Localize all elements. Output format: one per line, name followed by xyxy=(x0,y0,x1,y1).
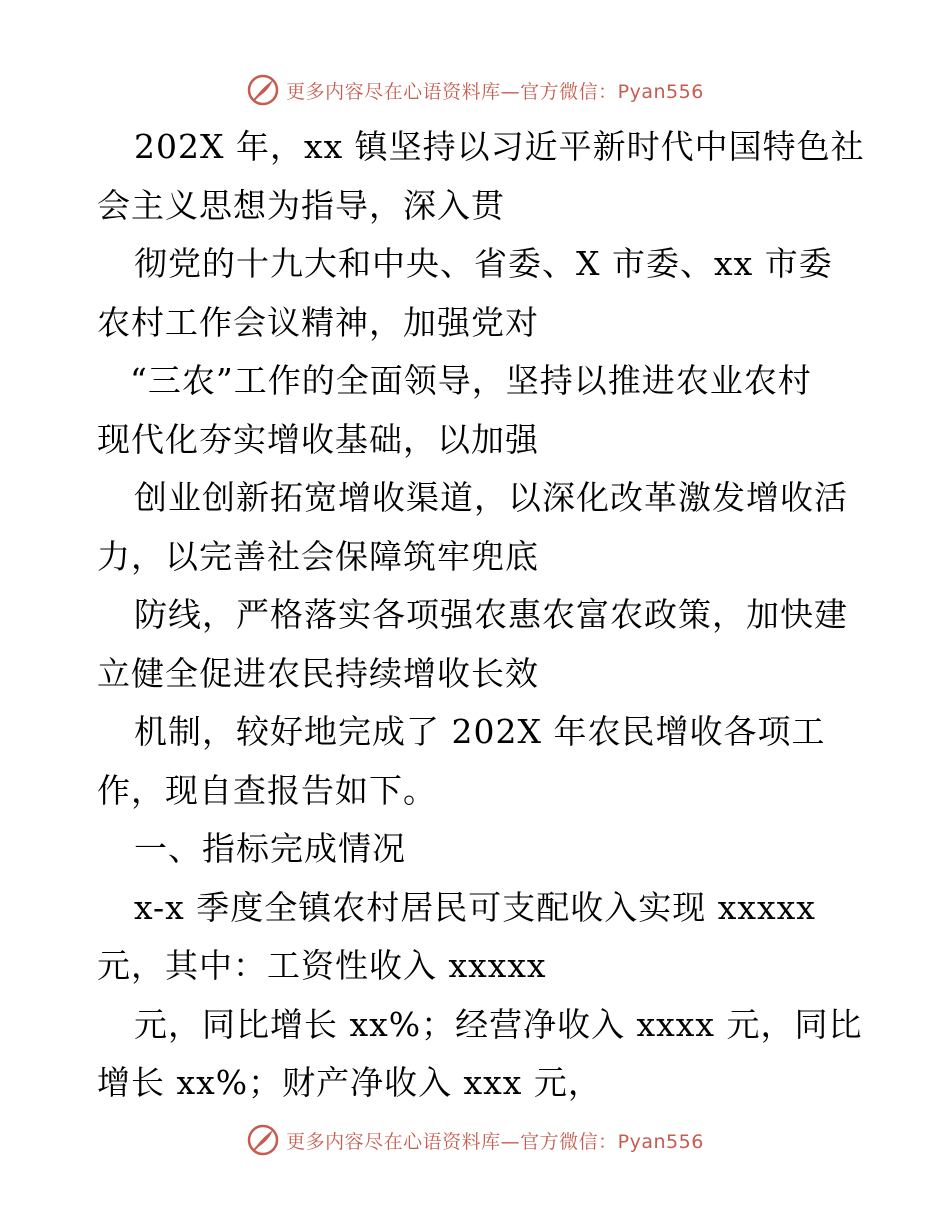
paragraph-line: 创业创新拓宽增收渠道，以深化改革激发增收活 xyxy=(134,478,848,517)
footer-watermark xyxy=(0,1120,950,1160)
quill-logo-icon xyxy=(246,73,280,107)
paragraph-line: 会主义思想为指导，深入贯 xyxy=(97,185,505,225)
paragraph-line: 立健全促进农民持续增收长效 xyxy=(97,653,539,693)
paragraph-line: 202X 年，xx 镇坚持以习近平新时代中国特色社 xyxy=(134,127,865,166)
paragraph-line: 农村工作会议精神，加强党对 xyxy=(97,302,539,342)
paragraph-line: 元，同比增长 xx%；经营净收入 xxxx 元，同比 xyxy=(134,1004,863,1044)
paragraph-line: 现代化夯实增收基础，以加强 xyxy=(97,419,539,459)
paragraph-line: 防线，严格落实各项强农惠农富农政策，加快建 xyxy=(134,595,848,634)
header-watermark xyxy=(0,70,950,110)
paragraph-line: “三农”工作的全面领导，坚持以推进农业农村 xyxy=(130,361,812,400)
paragraph-line: 机制，较好地完成了 202X 年农民增收各项工 xyxy=(134,712,826,751)
paragraph-line: 增长 xx%；财产净收入 xxx 元， xyxy=(97,1063,602,1102)
document-body xyxy=(97,118,865,1113)
paragraph-line: 彻党的十九大和中央、省委、X 市委、xx 市委 xyxy=(134,244,833,283)
section-heading: 一、指标完成情况 xyxy=(134,829,406,868)
watermark-text: 更多内容尽在心语资料库—官方微信：Pyan556 xyxy=(286,1130,704,1153)
watermark-text: 更多内容尽在心语资料库—官方微信：Pyan556 xyxy=(286,80,704,103)
paragraph-line: x-x 季度全镇农村居民可支配收入实现 xxxxx xyxy=(134,887,816,927)
quill-logo-icon xyxy=(246,1123,280,1157)
paragraph-line: 元，其中：工资性收入 xxxxx xyxy=(97,946,547,985)
paragraph-line: 作，现自查报告如下。 xyxy=(97,770,437,810)
paragraph-line: 力，以完善社会保障筑牢兜底 xyxy=(97,536,539,576)
